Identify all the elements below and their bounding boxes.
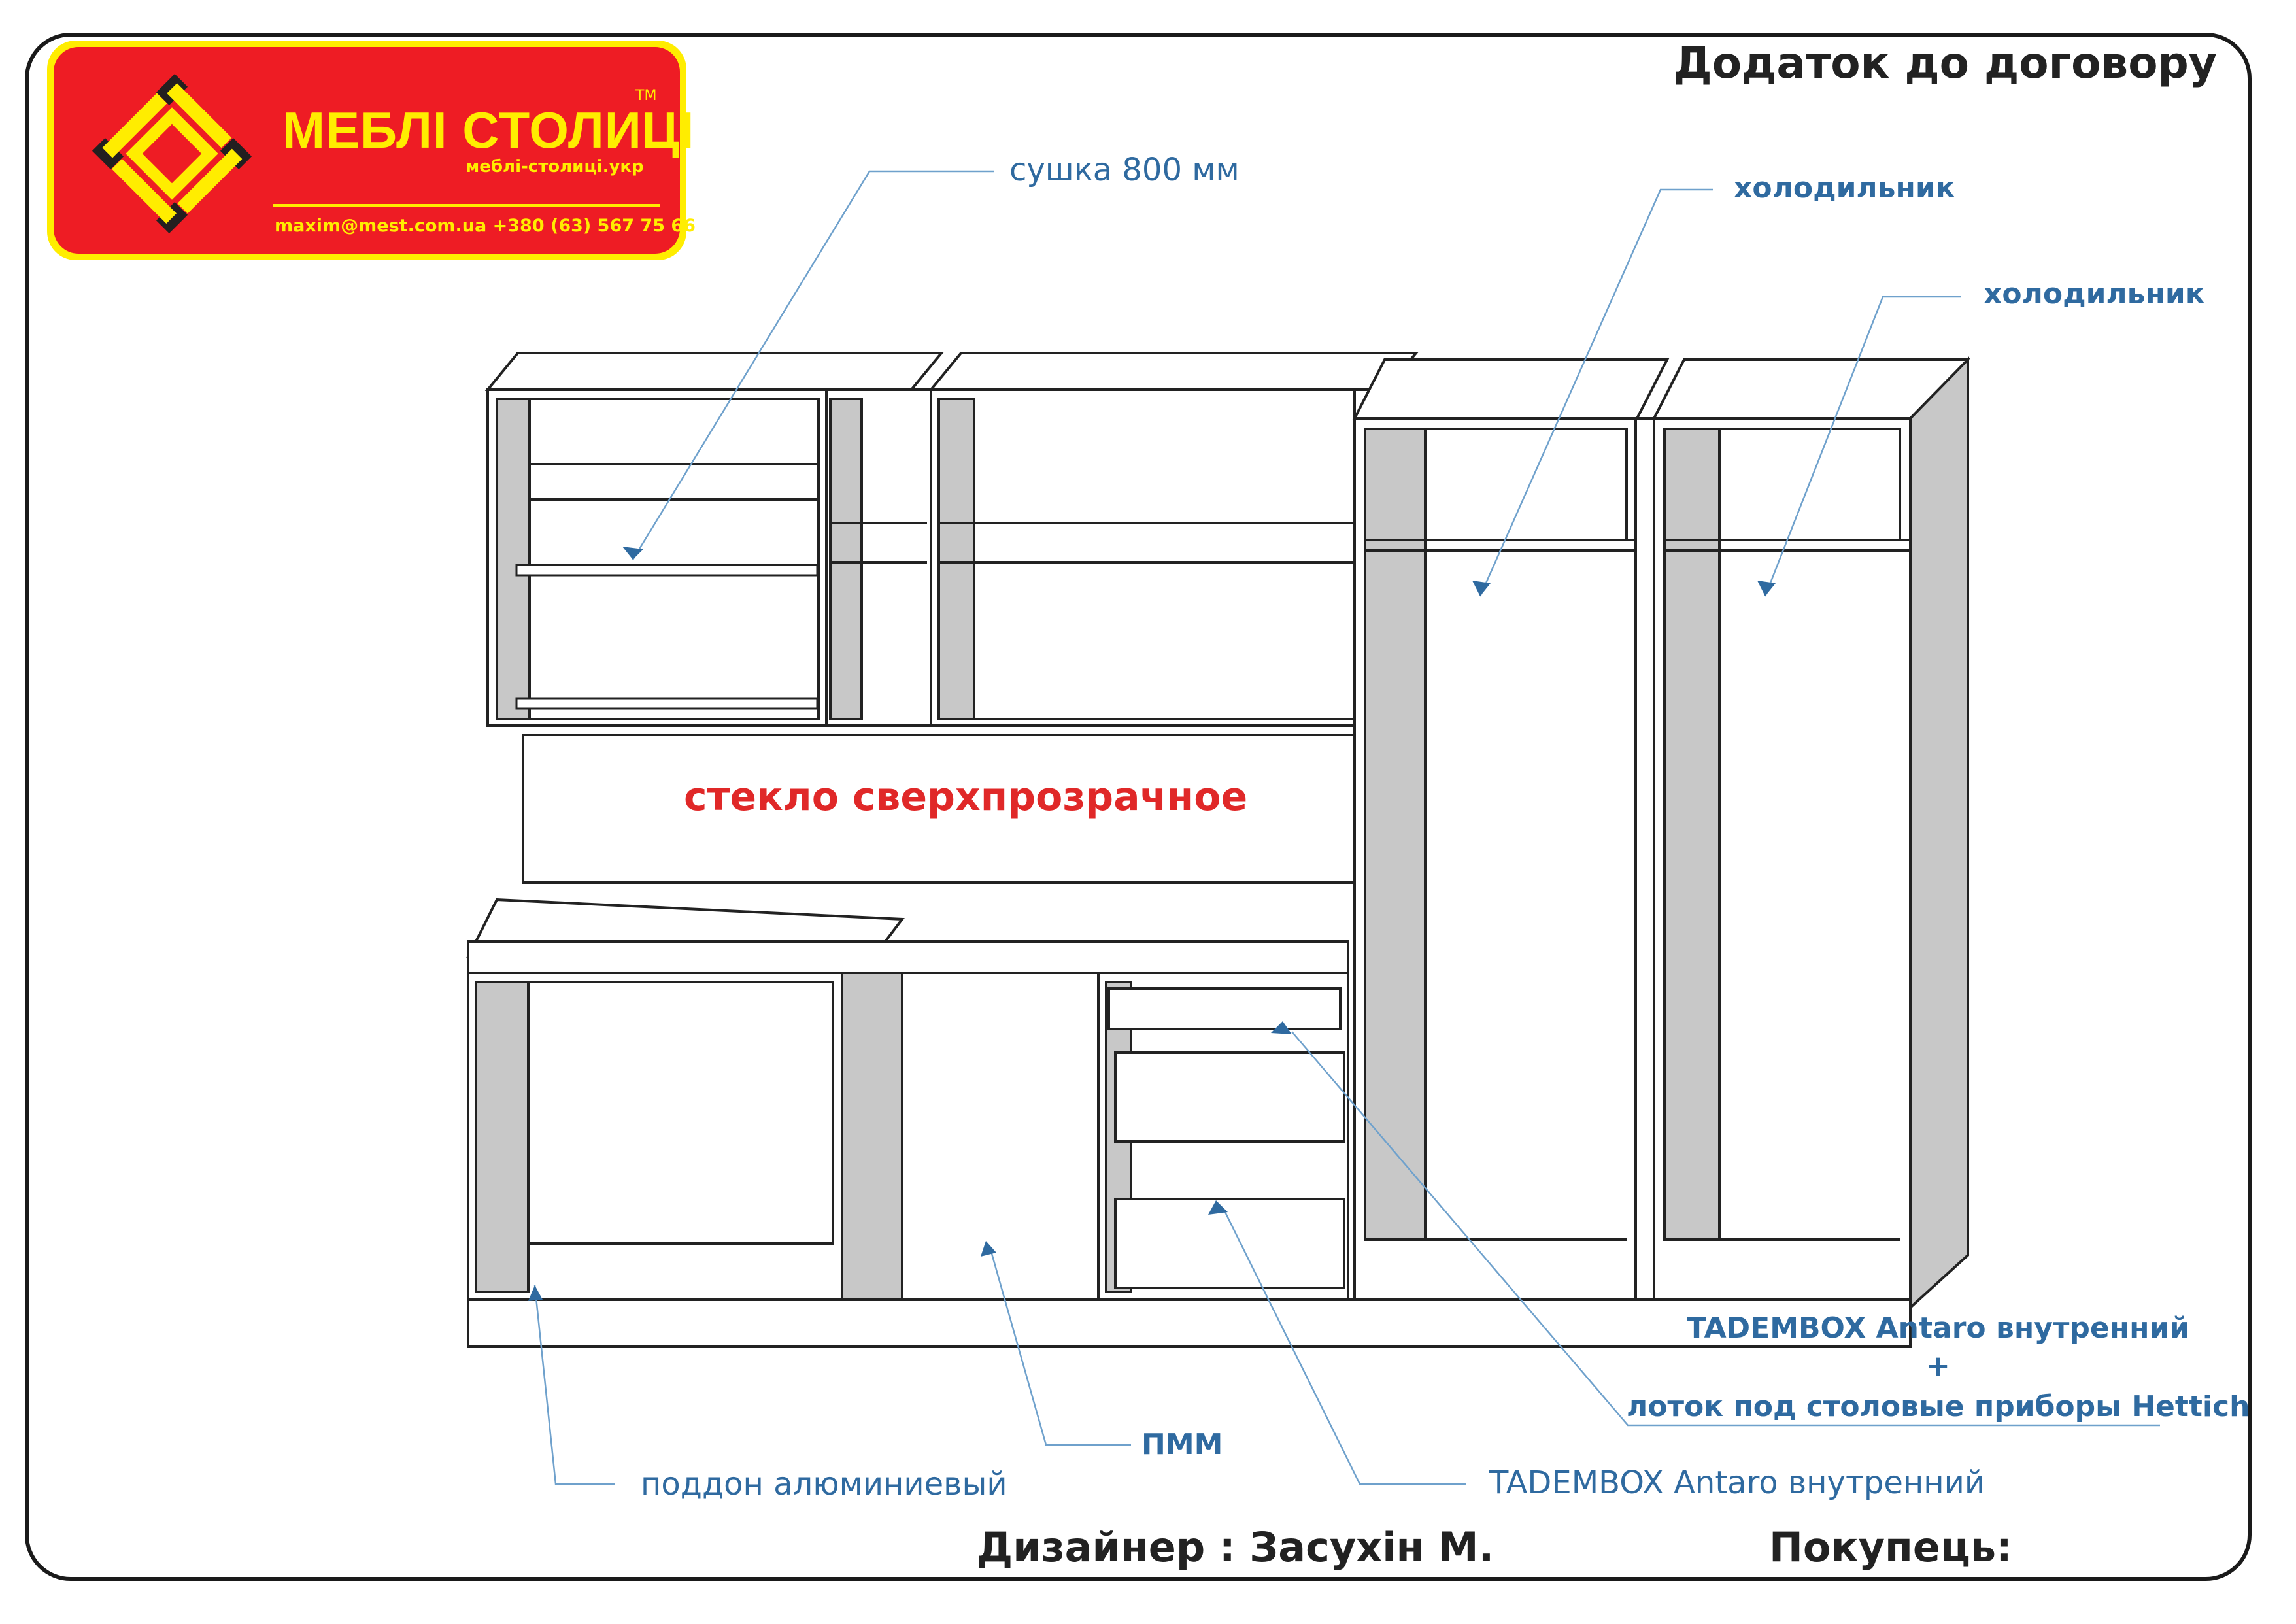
label-dishwasher: ПММ xyxy=(1141,1428,1223,1461)
label-glass: стекло сверхпрозрачное xyxy=(684,774,1248,820)
label-fridge-2: холодильник xyxy=(1984,277,2205,311)
buyer-line: Покупець: xyxy=(1769,1523,2012,1571)
label-tandembox-plus: + xyxy=(1926,1349,1950,1383)
label-dryer: сушка 800 мм xyxy=(1009,152,1240,188)
page-title: Додаток до договору xyxy=(1674,38,2217,88)
upper-cabinet-open-narrow xyxy=(826,390,931,726)
brand-name: МЕБЛІ СТОЛИЦІ xyxy=(282,101,695,159)
label-tandembox-bottom: TADEMBOX Antaro внутренний xyxy=(1489,1464,1985,1501)
label-fridge-1: холодильник xyxy=(1734,171,1955,205)
label-tray: поддон алюминиевый xyxy=(641,1466,1007,1502)
trademark-mark: TM xyxy=(635,88,657,104)
upper-cabinet-open-wide xyxy=(931,353,1416,726)
label-cutlery-tray: лоток под столовые приборы Hettich xyxy=(1627,1390,2250,1423)
label-tandembox-right-1: TADEMBOX Antaro внутренний xyxy=(1687,1311,2190,1345)
brand-contacts: maxim@mest.com.ua +380 (63) 567 75 66 xyxy=(275,216,696,236)
brand-website: меблі-столиці.укр xyxy=(465,157,644,177)
tall-cabinet-fridge-1 xyxy=(1355,360,1667,1308)
designer-line: Дизайнер : Засухін М. xyxy=(977,1523,1494,1571)
